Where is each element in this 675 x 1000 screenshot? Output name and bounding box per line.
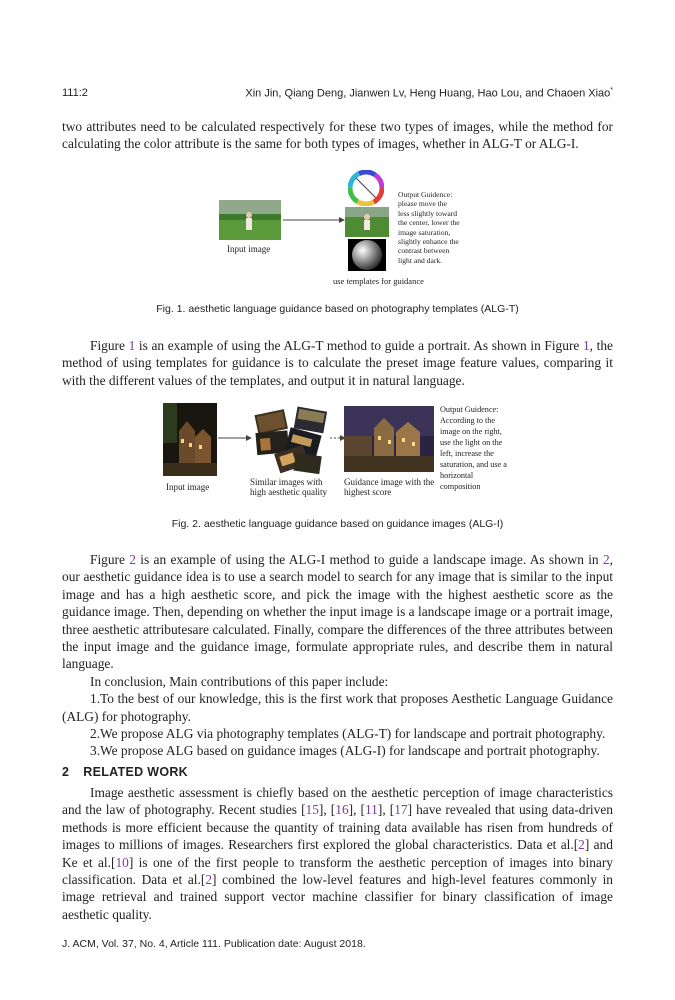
contributions-intro: In conclusion, Main contributions of this paper include: [90,673,389,689]
fig2-guidance-image [344,406,434,472]
author-list: Xin Jin, Qiang Deng, Jianwen Lv, Heng Huang, Hao Lou, and Chaoen Xiao* [245,87,613,100]
intro-paragraph: two attributes need to be calculated respectively for these two types of images, while the method for calculating the color attribute is the same for both types of images, whether in ALG-T or ALG-I. [62,119,613,152]
figure-2 [160,400,520,502]
fig1-output-guidance: Output Guidence: please move the less slightly toward the center, lower the image saturation, slightly enhance the contrast between light and dark. [398,190,460,265]
citation-16[interactable]: 16 [335,802,349,818]
fig1-templates-label: use templates for guidance [333,276,424,286]
citation-10[interactable]: 10 [115,854,129,870]
fig2-ref-link-2[interactable]: 2 [602,552,610,567]
page-number: 111:2 [62,87,88,99]
figure-1-caption: Fig. 1. aesthetic language guidance based on photography templates (ALG-T) [156,303,519,315]
fig1-arrow [283,215,345,225]
fig2-input-image [163,403,217,476]
figure-2-caption: Fig. 2. aesthetic language guidance based on guidance images (ALG-I) [171,518,504,530]
fig2-guidance-label: Guidance image with the highest score [344,477,435,498]
fig2-similar-label: Similar images with high aesthetic quality [250,477,327,498]
fig1-ref-link-2[interactable]: 1 [582,338,590,353]
fig1-input-image [219,200,281,240]
fig2-arrow-1 [218,433,252,443]
author-mark: * [610,87,613,94]
fig2-input-label: Input image [166,482,210,492]
fig1-lighting-sphere [348,239,386,271]
figure-1 [215,167,465,287]
related-work-paragraph: Image aesthetic assessment is chiefly based on the aesthetic perception of image characteristics and the law of photography. Recent studies [15], [16], [11], [17] have revealed that using data-driven methods is more efficient because the quantity of training data available has risen from hundreds of images to millions of images. Researchers first explored the global characteristics. Data et al.[2] and Ke et al.[10] is one of the first people to transform the aesthetic perception of images into binary classification. Data et al.[2] combined the low-level features and high-level features commonly in image retrieval and trained support vector machine classifier for binary classification of image aesthetic quality. [62,785,614,922]
contribution-3: 3.We propose ALG based on guidance images (ALG-I) for landscape and portrait photography. [90,743,600,759]
section-heading [62,765,188,779]
contribution-2: 2.We propose ALG via photography templates (ALG-T) for landscape and portrait photography. [90,726,606,742]
fig1-template-image [345,207,389,237]
fig1-input-label: Input image [227,244,271,254]
fig2-similar-images-collage [252,402,332,474]
citation-2-second[interactable]: 2 [205,872,213,888]
fig2-output-guidance: Output Guidence: According to the image on the right, use the light on the left, increase the saturation, and use a horizontal composition [440,405,507,491]
running-header [62,87,613,103]
citation-15[interactable]: 15 [305,802,319,818]
fig1-color-wheel [348,170,384,206]
section-number: 2 [62,765,70,779]
page-footer: J. ACM, Vol. 37, No. 4, Article 111. Publication date: August 2018. [62,938,366,950]
section-title: RELATED WORK [83,765,189,779]
fig2-paragraph: Figure 2 is an example of using the ALG-I method to guide a landscape image. As shown in 2, our aesthetic guidance idea is to use a search model to search for any image that is similar to the input image and has a high aesthetic score, and pick the image with the highest aesthetic score as the guidance image. Then, depending on whether the input image is a landscape image or a portrait image, three aesthetic attributesare calculated. Finally, compare the differences of the three attributes between the input image and the guidance image, formulate appropriate rules, and describe them in natural language. In conclusion, Main contributions of this paper include: 1.To the best of our knowledge, this is the first work that proposes Aesthetic Language Guidance (ALG) for photography. 2.We propose ALG via photography templates (ALG-T) for landscape and portrait photography. 3.We propose ALG based on guidance images (ALG-I) for landscape and portrait photography. [62,552,613,759]
fig1-ref-link[interactable]: 1 [128,338,136,353]
citation-17[interactable]: 17 [394,802,408,818]
fig2-ref-link[interactable]: 2 [129,552,136,567]
citation-2[interactable]: 2 [578,837,585,853]
contribution-1: 1.To the best of our knowledge, this is the first work that proposes Aesthetic Language Guidance (ALG) for photography. [62,691,613,724]
citation-11[interactable]: 11 [364,802,378,818]
fig1-paragraph: Figure 1 is an example of using the ALG-T method to guide a portrait. As shown in Figure 1, the method of using templates for guidance is to calculate the preset image feature values, comparing it with the different values of the templates, and output it in natural language. [62,338,613,388]
